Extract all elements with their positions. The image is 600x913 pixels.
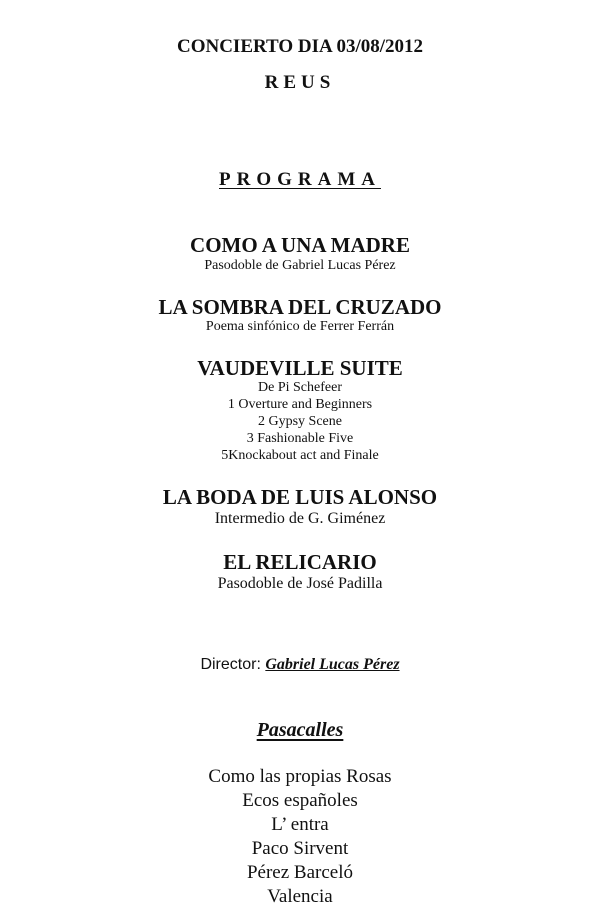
- pasacalles-heading: Pasacalles: [256, 719, 344, 741]
- pasacalle-item: Ecos españoles: [242, 790, 358, 811]
- suite-movement: 2 Gypsy Scene: [258, 414, 342, 429]
- piece-subtitle: Pasodoble de Gabriel Lucas Pérez: [204, 258, 396, 273]
- director-line: [0, 657, 600, 673]
- suite-movement: 1 Overture and Beginners: [227, 397, 373, 412]
- concert-title: CONCIERTO DIA 03/08/2012: [176, 36, 424, 57]
- piece-subtitle: Pasodoble de José Padilla: [217, 575, 383, 592]
- pasacalle-item: L’ entra: [271, 814, 329, 835]
- suite-movement: 3 Fashionable Five: [246, 431, 354, 446]
- program-heading: PROGRAMA: [219, 169, 381, 190]
- piece-subtitle: De Pi Schefeer: [258, 380, 342, 395]
- concert-city: REUS: [264, 72, 336, 93]
- suite-movement: 5Knockabout act and Finale: [221, 448, 379, 463]
- director-label: Director:: [200, 656, 261, 673]
- piece-title: VAUDEVILLE SUITE: [197, 356, 403, 380]
- pasacalle-item: Como las propias Rosas: [208, 766, 392, 787]
- piece-subtitle: Poema sinfónico de Ferrer Ferrán: [205, 319, 395, 334]
- piece-subtitle: Intermedio de G. Giménez: [214, 510, 386, 527]
- piece-title: LA SOMBRA DEL CRUZADO: [158, 295, 442, 319]
- piece-title: LA BODA DE LUIS ALONSO: [162, 485, 438, 509]
- piece-title: COMO A UNA MADRE: [190, 233, 410, 257]
- pasacalle-item: Paco Sirvent: [251, 838, 349, 859]
- pasacalle-item: Valencia: [267, 886, 333, 907]
- pasacalle-item: Pérez Barceló: [246, 862, 354, 883]
- director-name: Gabriel Lucas Pérez: [265, 656, 400, 673]
- piece-title: EL RELICARIO: [223, 550, 377, 574]
